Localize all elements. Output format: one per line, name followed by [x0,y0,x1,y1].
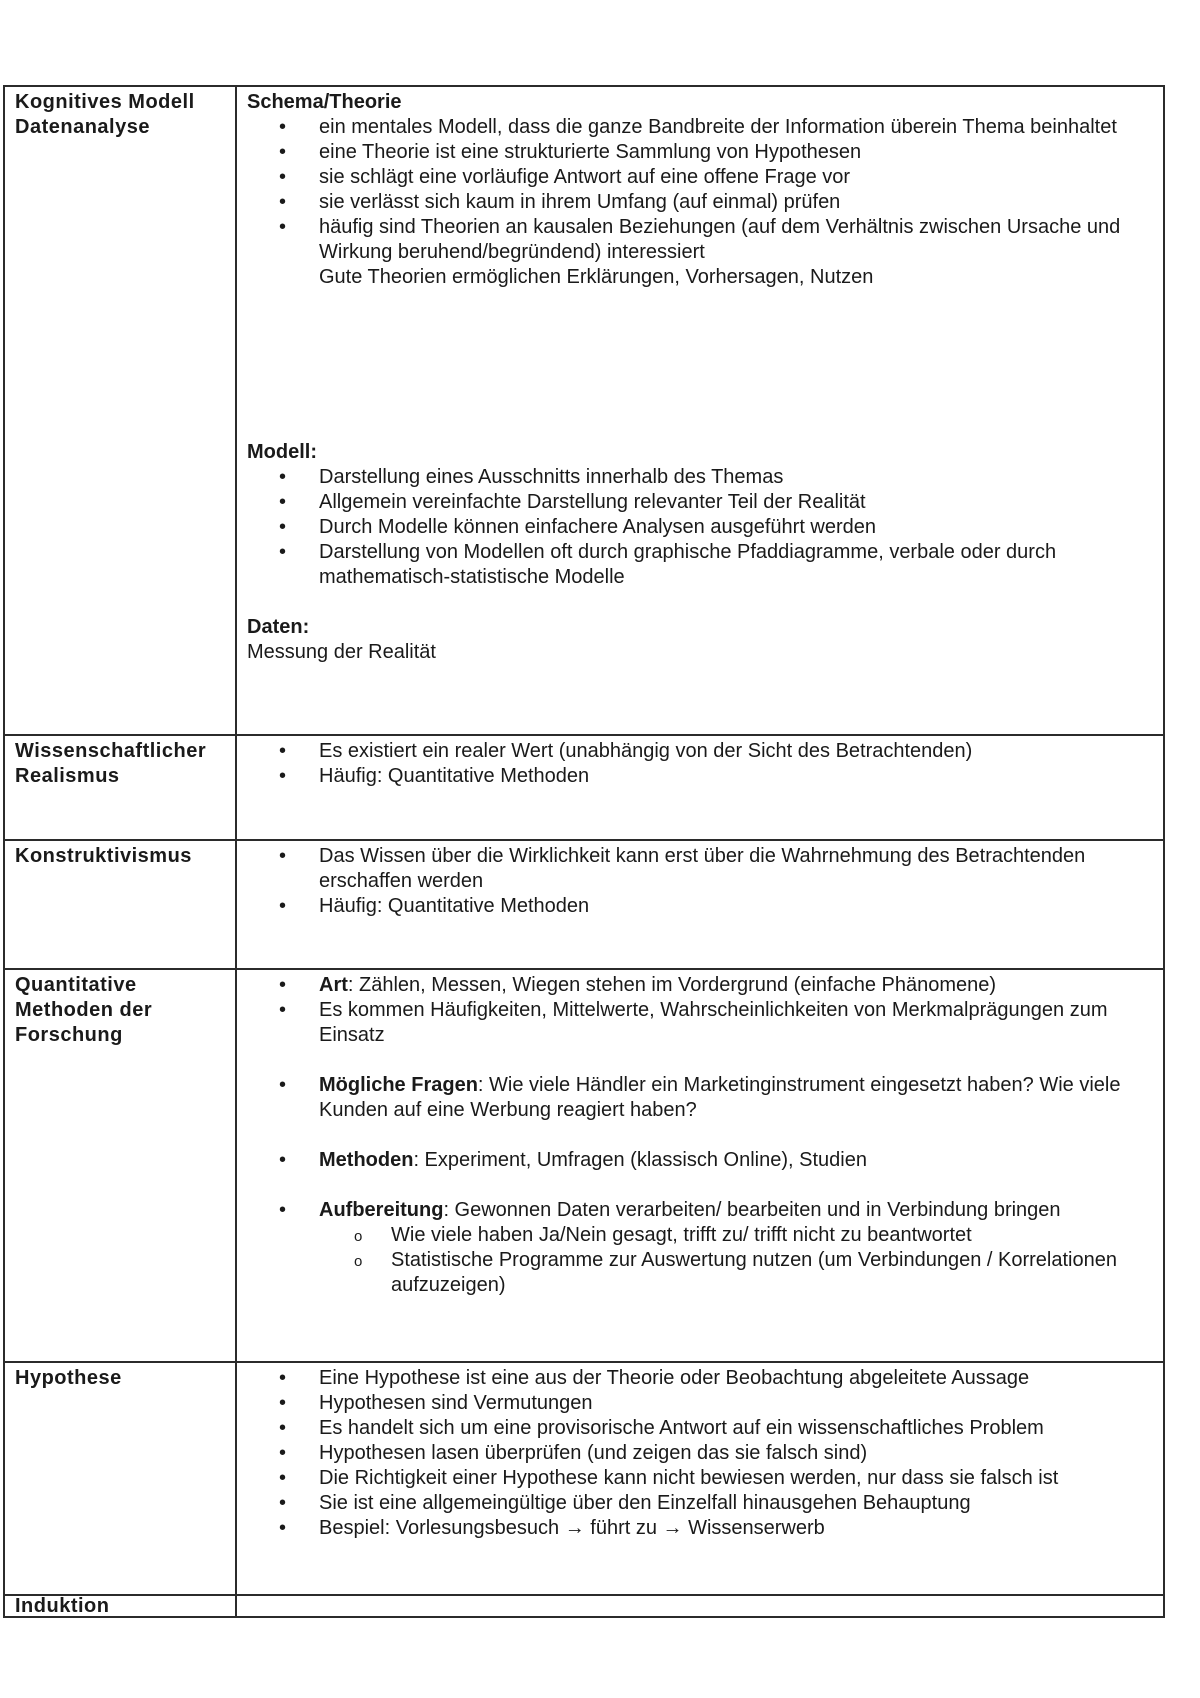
list-item: • Durch Modelle können einfachere Analysen ausgeführt werden [279,515,1157,540]
list-item: • Es kommen Häufigkeiten, Mittelwerte, Wahrscheinlichkeiten von Merkmalprägungen zum Einsatz [279,998,1157,1048]
lead-in-text: Mögliche Fragen [319,1074,478,1096]
row-content-cell [236,735,1164,840]
list-item [279,973,1157,998]
section-heading: Daten: [247,616,310,638]
bullet-list [247,739,1157,789]
row-label-cell [4,735,236,840]
row-content-cell [236,86,1164,735]
list-item: • häufig sind Theorien an kausalen Beziehungen (auf dem Verhältnis zwischen Ursache und Wirkung beruhend/begründend) interessiert [279,215,1157,265]
list-item: • Häufig: Quantitative Methoden [279,764,1157,789]
list-item: • Allgemein vereinfachte Darstellung relevanter Teil der Realität [279,490,1157,515]
bullet-list [247,1366,1157,1541]
list-item [279,1073,1157,1123]
table-row [4,1362,1164,1595]
sub-list-item: o Wie viele haben Ja/Nein gesagt, trifft zu/ trifft nicht zu beantwortet [351,1223,1157,1248]
item-text: : Gewonnen Daten verarbeiten/ bearbeiten und in Verbindung bringen [443,1199,1061,1221]
list-item: • Bespiel: Vorlesungsbesuch → führt zu → Wissenserwerb [279,1516,1157,1541]
table-row [4,735,1164,840]
row-label: Induktion [15,1595,110,1617]
table-row [4,840,1164,969]
item-text: : Experiment, Umfragen (klassisch Online), Studien [413,1149,867,1171]
bullet-list [247,844,1157,919]
paragraph: Messung der Realität [247,641,436,663]
sub-list-item: o Statistische Programme zur Auswertung nutzen (um Verbindungen / Korrelationen aufzuzeigen) [351,1248,1157,1298]
row-label: Quantitative Methoden der Forschung [15,974,153,1046]
row-label-cell [4,1362,236,1595]
list-item [279,1148,1157,1173]
list-item: • Es handelt sich um eine provisorische Antwort auf ein wissenschaftliches Problem [279,1416,1157,1441]
item-text: : Wie viele Händler ein Marketinginstrument eingesetzt haben? Wie viele Kunden auf eine Werbung reagiert haben? [319,1074,1121,1121]
list-item: • ein mentales Modell, dass die ganze Bandbreite der Information überein Thema beinhaltet [279,115,1157,140]
row-label-cell [4,969,236,1362]
bullet-list [247,465,1157,590]
sub-list [319,1223,1157,1298]
bullet-list [247,115,1157,290]
row-content-cell [236,1362,1164,1595]
bullet-list [247,973,1157,1298]
list-item: • Die Richtigkeit einer Hypothese kann nicht bewiesen werden, nur dass sie falsch ist [279,1466,1157,1491]
table-row [4,1595,1164,1617]
list-item: • sie verlässt sich kaum in ihrem Umfang (auf einmal) prüfen [279,190,1157,215]
notes-table [3,85,1165,1618]
table-row [4,969,1164,1362]
section-heading: Schema/Theorie [247,91,402,113]
list-item: • sie schlägt eine vorläufige Antwort auf eine offene Frage vor [279,165,1157,190]
list-item [279,1198,1157,1298]
lead-in-text: Methoden [319,1149,414,1171]
item-text: : Zählen, Messen, Wiegen stehen im Vordergrund (einfache Phänomene) [347,974,997,996]
list-note: Gute Theorien ermöglichen Erklärungen, Vorhersagen, Nutzen [319,266,874,288]
section-heading: Modell: [247,441,317,463]
spacer [247,590,1157,615]
list-item: • Sie ist eine allgemeingültige über den Einzelfall hinausgehen Behauptung [279,1491,1157,1516]
lead-in-text: Aufbereitung [319,1199,444,1221]
list-item: • Hypothesen lasen überprüfen (und zeigen das sie falsch sind) [279,1441,1157,1466]
lead-in-text: Art [319,974,348,996]
row-label: Hypothese [15,1367,122,1389]
row-content-cell [236,840,1164,969]
list-item: • Es existiert ein realer Wert (unabhängig von der Sicht des Betrachtenden) [279,739,1157,764]
list-item: • Das Wissen über die Wirklichkeit kann erst über die Wahrnehmung des Betrachtenden erschaffen werden [279,844,1157,894]
list-item: • Darstellung eines Ausschnitts innerhalb des Themas [279,465,1157,490]
row-label: Konstruktivismus [15,845,192,867]
list-item: • eine Theorie ist eine strukturierte Sammlung von Hypothesen [279,140,1157,165]
list-item: • Eine Hypothese ist eine aus der Theorie oder Beobachtung abgeleitete Aussage [279,1366,1157,1391]
spacer [247,290,1157,440]
row-label: Wissenschaftlicher Realismus [15,740,207,787]
list-item: • Darstellung von Modellen oft durch graphische Pfaddiagramme, verbale oder durch mathematisch-statistische Modelle [279,540,1157,590]
row-label: Kognitives Modell Datenanalyse [15,91,195,138]
list-item: • Häufig: Quantitative Methoden [279,894,1157,919]
row-label-cell [4,1595,236,1617]
row-content-cell [236,1595,1164,1617]
row-label-cell [4,86,236,735]
row-label-cell [4,840,236,969]
list-item: • Hypothesen sind Vermutungen [279,1391,1157,1416]
table-row [4,86,1164,735]
row-content-cell [236,969,1164,1362]
